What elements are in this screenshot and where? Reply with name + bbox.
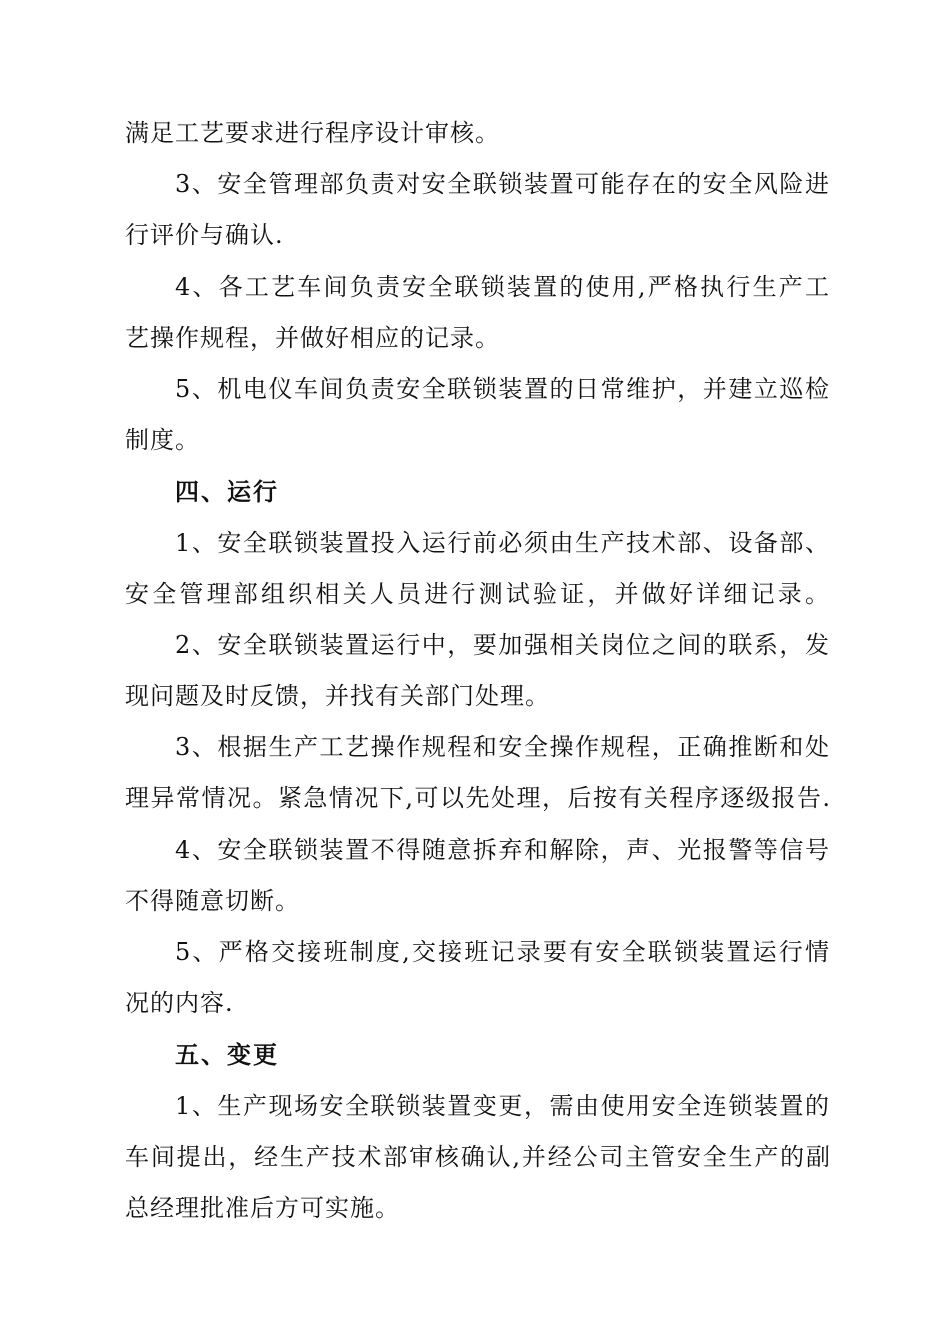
paragraph-line: 行评价与确认. [125,221,284,250]
paragraph-line: 5、严格交接班制度,交接班记录要有安全联锁装置运行情 [175,938,830,966]
document-body [125,108,830,1234]
paragraph-line: 现问题及时反馈，并找有关部门处理。 [125,682,550,711]
paragraph-line: 理异常情况。紧急情况下,可以先处理，后按有关程序逐级报告. [125,784,830,813]
paragraph-line: 艺操作规程，并做好相应的记录。 [125,323,500,352]
paragraph-line: 4、安全联锁装置不得随意拆弃和解除，声、光报警等信号 [175,835,830,864]
paragraph-line: 1、安全联锁装置投入运行前必须由生产技术部、设备部、 [175,528,830,557]
paragraph-line: 况的内容. [125,989,234,1018]
paragraph-line: 4、各工艺车间负责安全联锁装置的使用,严格执行生产工 [175,272,830,301]
paragraph-line: 3、根据生产工艺操作规程和安全操作规程，正确推断和处 [175,733,830,762]
paragraph-line: 5、机电仪车间负责安全联锁装置的日常维护，并建立巡检 [175,374,830,403]
paragraph-line: 不得随意切断。 [125,886,300,915]
paragraph-line: 1、生产现场安全联锁装置变更，需由使用安全连锁装置的 [175,1091,830,1120]
paragraph-line: 制度。 [125,426,200,455]
section-heading-run: 四、运行 [175,477,279,507]
paragraph-line: 2、安全联锁装置运行中，要加强相关岗位之间的联系，发 [175,630,830,659]
paragraph-line: 车间提出，经生产技术部审核确认,并经公司主管安全生产的副 [125,1142,830,1171]
paragraph-line: 总经理批准后方可实施。 [125,1193,400,1222]
section-heading-change: 五、变更 [175,1040,279,1070]
paragraph-line: 满足工艺要求进行程序设计审核。 [125,119,500,147]
paragraph-line: 安全管理部组织相关人员进行测试验证，并做好详细记录。 [125,579,830,608]
paragraph-line: 3、安全管理部负责对安全联锁装置可能存在的安全风险进 [175,170,830,199]
